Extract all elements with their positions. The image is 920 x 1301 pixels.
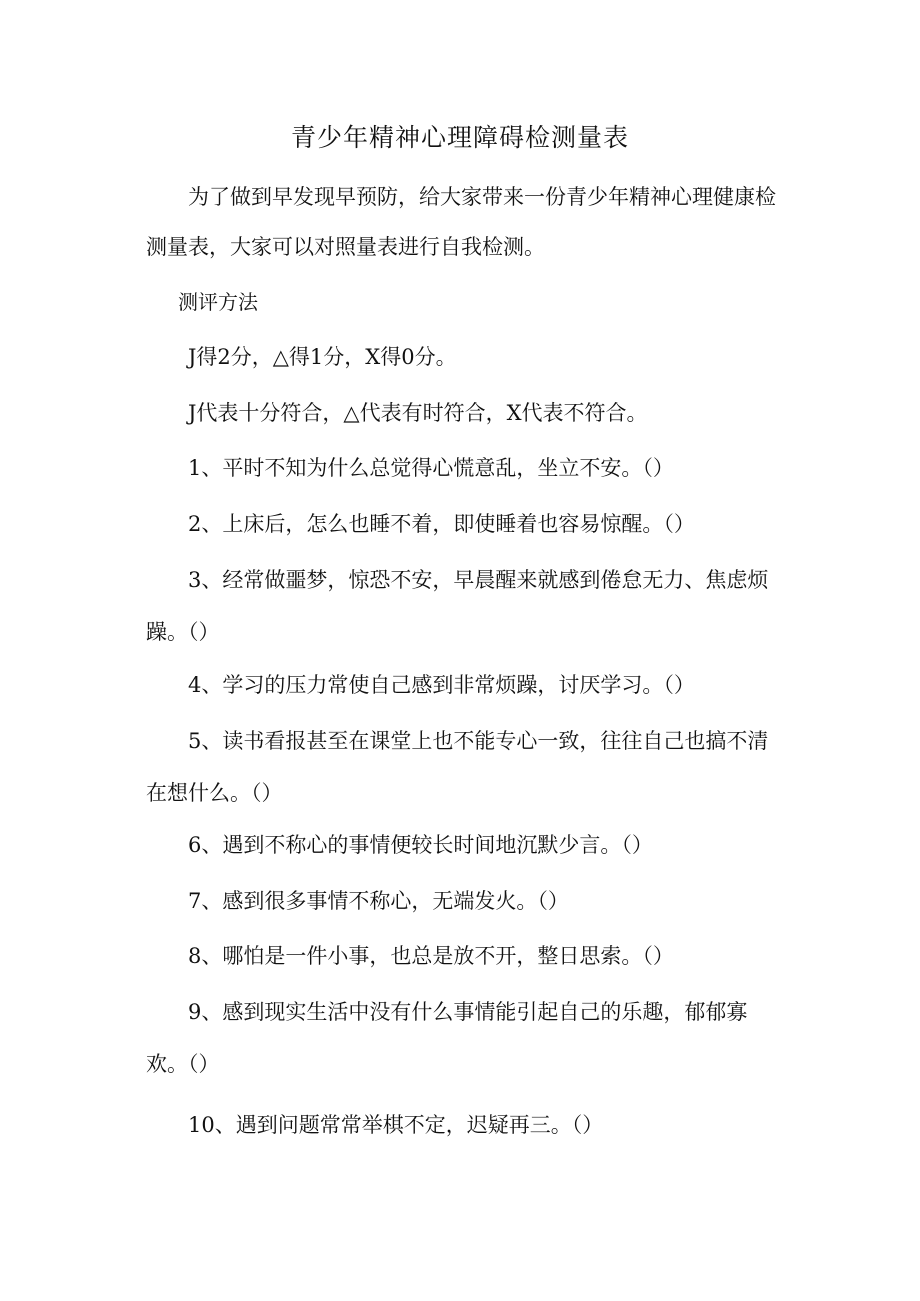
- question-item-6: 6、遇到不称心的事情便较长时间地沉默少言。（）: [188, 833, 653, 857]
- question-item-5: 5、读书看报甚至在课堂上也不能专心一致，往往自己也搞不清在想什么。（）: [146, 729, 769, 805]
- question-item-8: 8、哪怕是一件小事，也总是放不开，整日思索。（）: [188, 944, 674, 968]
- method-heading: 测评方法: [178, 290, 258, 314]
- scoring-rule: J得2分，△得1分，X得0分。: [188, 345, 457, 369]
- question-item-10: 10、遇到问题常常举棋不定，迟疑再三。（）: [188, 1113, 604, 1137]
- question-item-4: 4、学习的压力常使自己感到非常烦躁，讨厌学习。（）: [188, 673, 695, 697]
- question-item-1: 1、平时不知为什么总觉得心慌意乱，坐立不安。（）: [188, 456, 674, 480]
- question-item-7: 7、感到很多事情不称心，无端发火。（）: [188, 889, 569, 913]
- document-title: 青少年精神心理障碍检测量表: [290, 123, 629, 152]
- question-item-2: 2、上床后，怎么也睡不着，即使睡着也容易惊醒。（）: [188, 512, 695, 536]
- question-item-3: 3、经常做噩梦，惊恐不安，早晨醒来就感到倦怠无力、焦虑烦躁。（）: [146, 568, 769, 644]
- question-item-9: 9、感到现实生活中没有什么事情能引起自己的乐趣，郁郁寡欢。（）: [146, 1000, 748, 1076]
- intro-paragraph: 为了做到早发现早预防，给大家带来一份青少年精神心理健康检测量表，大家可以对照量表进行自我检测。: [146, 185, 776, 259]
- symbol-legend: J代表十分符合，△代表有时符合，X代表不符合。: [188, 401, 648, 425]
